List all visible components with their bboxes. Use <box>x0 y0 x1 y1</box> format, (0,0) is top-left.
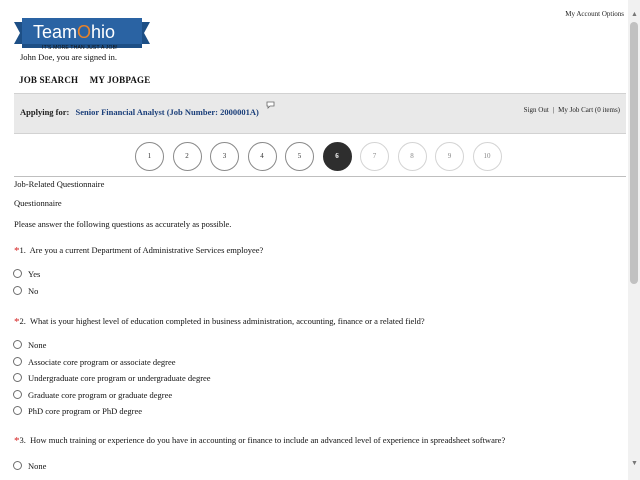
step-5[interactable]: 5 <box>285 142 314 171</box>
nav-my-jobpage[interactable]: MY JOBPAGE <box>89 75 151 85</box>
instructions: Please answer the following questions as accurately as possible. <box>14 219 232 229</box>
option-label: None <box>28 340 47 350</box>
comment-icon[interactable] <box>266 101 275 109</box>
option-label: PhD core program or PhD degree <box>28 406 143 416</box>
radio-button[interactable] <box>13 406 22 415</box>
step-10[interactable]: 10 <box>473 142 502 171</box>
section-subtitle: Questionnaire <box>14 198 62 208</box>
q2-option-undergraduate[interactable] <box>13 373 211 383</box>
radio-button[interactable] <box>13 461 22 470</box>
logo-text-o: O <box>77 22 92 42</box>
step-9[interactable]: 9 <box>435 142 464 171</box>
question-3 <box>14 435 505 447</box>
q2-option-graduate[interactable] <box>13 390 172 400</box>
account-links <box>524 106 620 114</box>
question-text: How much training or experience do you have in accounting or finance to include an advanced level of experience in spreadsheet software? <box>30 435 506 445</box>
radio-button[interactable] <box>13 390 22 399</box>
q2-option-associate[interactable] <box>13 357 176 367</box>
option-label: Graduate core program or graduate degree <box>28 390 173 400</box>
logo-tagline: IT'S MORE THAN JUST A JOB! <box>42 45 118 51</box>
question-number: 1. <box>19 245 26 255</box>
option-label: None <box>28 461 47 471</box>
main-nav <box>19 75 159 85</box>
q2-option-none[interactable] <box>13 340 46 350</box>
q3-option-none[interactable] <box>13 461 46 471</box>
section-divider <box>14 176 626 177</box>
question-1 <box>14 245 263 257</box>
option-label: Undergraduate core program or undergraduate degree <box>28 373 211 383</box>
question-text: Are you a current Department of Administrative Services employee? <box>29 245 264 255</box>
option-label: Yes <box>28 269 41 279</box>
applying-for-label: Applying for: <box>20 107 70 117</box>
step-4[interactable]: 4 <box>248 142 277 171</box>
sign-out-link[interactable]: Sign Out <box>523 106 549 114</box>
scroll-down-arrow-icon[interactable]: ▼ <box>631 459 638 467</box>
applying-for-bar <box>14 93 626 134</box>
question-number: 2. <box>19 316 26 326</box>
question-number: 3. <box>19 435 26 445</box>
step-3[interactable]: 3 <box>210 142 239 171</box>
option-label: Associate core program or associate degree <box>28 357 176 367</box>
required-marker: * <box>14 316 20 328</box>
vertical-scrollbar[interactable] <box>628 0 640 480</box>
link-separator: | <box>552 106 555 114</box>
applying-for <box>20 107 259 117</box>
step-8[interactable]: 8 <box>398 142 427 171</box>
nav-job-search[interactable]: JOB SEARCH <box>19 75 79 85</box>
step-2[interactable]: 2 <box>173 142 202 171</box>
logo-text-hio: hio <box>91 22 116 42</box>
step-7[interactable]: 7 <box>360 142 389 171</box>
my-account-options-link[interactable]: My Account Options <box>565 10 624 18</box>
required-marker: * <box>14 245 20 257</box>
signed-in-status: John Doe, you are signed in. <box>20 52 118 62</box>
radio-button[interactable] <box>13 286 22 295</box>
q1-option-no[interactable] <box>13 286 38 296</box>
question-2 <box>14 316 425 328</box>
radio-button[interactable] <box>13 340 22 349</box>
job-title-link[interactable]: Senior Financial Analyst (Job Number: 2000001A) <box>75 107 259 117</box>
svg-text:TeamOhio <box>33 22 115 42</box>
section-title: Job-Related Questionnaire <box>14 179 105 189</box>
radio-button[interactable] <box>13 373 22 382</box>
question-text: What is your highest level of education completed in business administration, accounting, finance or a related field? <box>29 316 425 326</box>
q2-option-phd[interactable] <box>13 406 142 416</box>
q1-option-yes[interactable] <box>13 269 40 279</box>
scrollbar-thumb[interactable] <box>630 22 638 284</box>
required-marker: * <box>14 435 20 447</box>
radio-button[interactable] <box>13 269 22 278</box>
radio-button[interactable] <box>13 357 22 366</box>
step-1[interactable]: 1 <box>135 142 164 171</box>
option-label: No <box>28 286 39 296</box>
scroll-up-arrow-icon[interactable]: ▲ <box>631 10 638 18</box>
step-6-current[interactable]: 6 <box>323 142 352 171</box>
logo-text-team: Team <box>33 22 78 42</box>
job-cart-link[interactable]: My Job Cart (0 items) <box>558 106 620 114</box>
